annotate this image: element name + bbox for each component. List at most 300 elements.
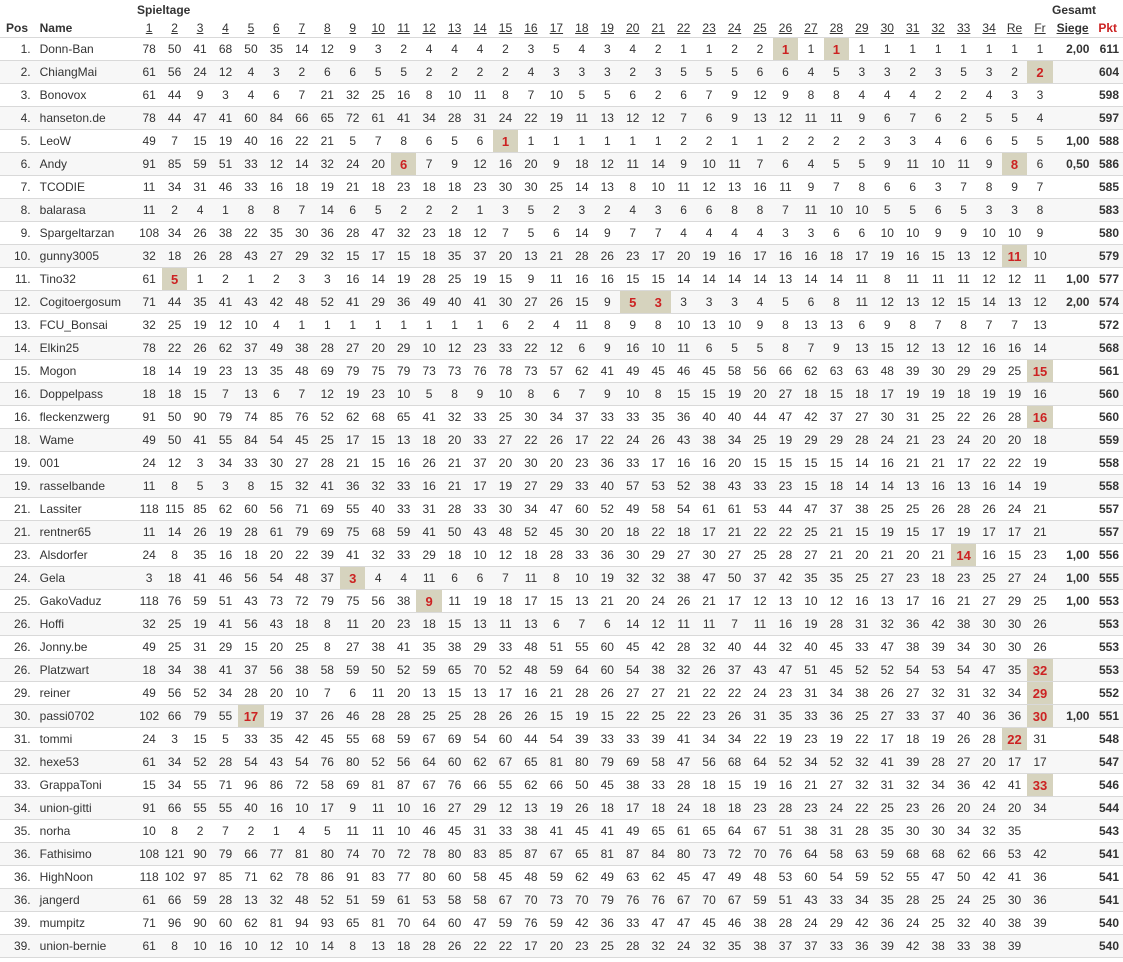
day-header-9[interactable]: 9 [349, 20, 357, 35]
day-cell: 46 [340, 705, 365, 728]
day-cell: 43 [467, 521, 492, 544]
points-cell: 556 [1092, 544, 1123, 567]
day-cell: 11 [340, 820, 365, 843]
day-cell: 17 [493, 682, 518, 705]
day-cell: 29 [544, 475, 569, 498]
day-cell: 11 [518, 567, 543, 590]
day-cell: 81 [544, 751, 569, 774]
day-cell: 41 [340, 291, 365, 314]
day-cell: 12 [620, 107, 645, 130]
day-cell: 10 [289, 797, 314, 820]
day-cell: 23 [773, 475, 798, 498]
day-cell: 35 [264, 728, 289, 751]
day-cell: 67 [493, 751, 518, 774]
day-cell: 24 [136, 452, 161, 475]
day-cell: 33 [238, 176, 263, 199]
day-cell: 62 [645, 866, 670, 889]
table-row [0, 728, 1123, 751]
day-cell: 51 [773, 889, 798, 912]
day-cell: 23 [391, 613, 416, 636]
day-cell: 6 [544, 613, 569, 636]
day-cell: 25 [1002, 360, 1027, 383]
day-cell: 37 [238, 337, 263, 360]
day-cell: 62 [213, 337, 238, 360]
day-cell: 41 [467, 291, 492, 314]
day-cell: 24 [671, 935, 696, 958]
day-header-29[interactable]: 29 [855, 20, 869, 35]
row-position: 6. [0, 153, 37, 176]
day-cell: 80 [442, 843, 467, 866]
table-row [0, 337, 1123, 360]
day-cell: 17 [976, 521, 1001, 544]
day-header-2[interactable]: 2 [171, 20, 178, 35]
day-cell: 18 [824, 475, 849, 498]
day-cell: 2 [925, 84, 950, 107]
day-cell: 3 [518, 38, 543, 61]
day-cell: 4 [518, 61, 543, 84]
day-cell: 25 [925, 912, 950, 935]
day-cell: 6 [315, 61, 340, 84]
day-cell: 8 [773, 314, 798, 337]
day-cell: 39 [1027, 912, 1052, 935]
day-cell: 16 [875, 452, 900, 475]
day-header-32[interactable]: 32 [931, 20, 945, 35]
day-header-34[interactable]: 34 [982, 20, 996, 35]
day-header-21[interactable]: 21 [651, 20, 665, 35]
day-cell: 7 [1027, 176, 1052, 199]
day-cell: 2 [238, 820, 263, 843]
points-cell: 585 [1092, 176, 1123, 199]
day-cell: 5 [1002, 107, 1027, 130]
day-cell: 27 [798, 544, 823, 567]
day-cell: 45 [442, 820, 467, 843]
day-cell: 31 [875, 774, 900, 797]
day-cell: 65 [518, 751, 543, 774]
day-cell: 20 [391, 682, 416, 705]
day-cell: 2 [416, 61, 441, 84]
day-cell: 13 [1027, 314, 1052, 337]
day-cell: 32 [976, 682, 1001, 705]
player-name: Lassiter [37, 498, 137, 521]
day-cell: 2 [289, 61, 314, 84]
best-day-cell: 9 [416, 590, 441, 613]
day-cell: 19 [213, 521, 238, 544]
day-cell: 29 [798, 429, 823, 452]
day-cell: 25 [544, 176, 569, 199]
points-cell: 558 [1092, 452, 1123, 475]
day-cell: 10 [391, 820, 416, 843]
wins-cell [1053, 751, 1093, 774]
day-header-33[interactable]: 33 [956, 20, 971, 35]
day-cell: 15 [493, 268, 518, 291]
day-cell: 51 [213, 590, 238, 613]
day-cell: 3 [162, 728, 187, 751]
day-cell: 27 [518, 475, 543, 498]
day-cell: 47 [467, 912, 492, 935]
day-header-25[interactable]: 25 [753, 20, 767, 35]
day-cell: 41 [391, 107, 416, 130]
day-cell: 50 [238, 38, 263, 61]
day-cell: 14 [162, 360, 187, 383]
day-header-13[interactable]: 13 [447, 20, 462, 35]
day-cell: 28 [925, 751, 950, 774]
day-cell: 26 [569, 797, 594, 820]
day-cell: 44 [162, 84, 187, 107]
day-cell: 33 [595, 406, 620, 429]
day-cell: 18 [824, 245, 849, 268]
day-cell: 38 [1002, 912, 1027, 935]
day-cell: 32 [365, 544, 390, 567]
day-cell: 4 [1027, 107, 1052, 130]
day-header-5[interactable]: 5 [247, 20, 255, 35]
day-cell: 5 [722, 61, 747, 84]
day-cell: 6 [1027, 153, 1052, 176]
day-cell: 15 [442, 613, 467, 636]
day-header-12[interactable]: 12 [422, 20, 436, 35]
day-cell: 18 [162, 383, 187, 406]
day-cell: 33 [569, 475, 594, 498]
day-cell: 28 [315, 337, 340, 360]
day-cell: 23 [798, 797, 823, 820]
day-cell: 32 [645, 567, 670, 590]
table-row [0, 291, 1123, 314]
row-position: 39. [0, 912, 37, 935]
day-cell: 28 [213, 245, 238, 268]
day-cell: 17 [696, 521, 721, 544]
day-cell: 29 [289, 245, 314, 268]
day-cell: 28 [773, 544, 798, 567]
day-cell: 1 [238, 268, 263, 291]
day-cell: 47 [773, 659, 798, 682]
day-header-10[interactable]: 10 [371, 20, 385, 35]
day-header-4[interactable]: 4 [222, 20, 229, 35]
day-cell: 45 [595, 774, 620, 797]
day-cell: 26 [493, 705, 518, 728]
day-header-18[interactable]: 18 [575, 20, 589, 35]
day-cell: 13 [824, 314, 849, 337]
day-cell: 20 [900, 544, 925, 567]
day-header-26[interactable]: 26 [778, 20, 793, 35]
day-cell: 79 [340, 360, 365, 383]
day-cell: 59 [493, 912, 518, 935]
day-cell: 32 [136, 245, 161, 268]
day-cell: 61 [264, 521, 289, 544]
day-header-15[interactable]: 15 [498, 20, 513, 35]
day-cell: 34 [162, 659, 187, 682]
day-header-30[interactable]: 30 [880, 20, 894, 35]
day-cell: 29 [467, 636, 492, 659]
best-day-cell: 3 [645, 291, 670, 314]
day-cell: 54 [671, 498, 696, 521]
day-cell: 42 [976, 866, 1001, 889]
row-position: 14. [0, 337, 37, 360]
day-cell: 63 [620, 866, 645, 889]
player-name: Fathisimo [37, 843, 137, 866]
day-cell: 60 [213, 912, 238, 935]
day-cell: 27 [620, 682, 645, 705]
day-cell: 48 [518, 636, 543, 659]
day-cell: 28 [315, 452, 340, 475]
day-cell: 9 [849, 107, 874, 130]
day-cell: 28 [416, 268, 441, 291]
day-cell: 38 [391, 590, 416, 613]
day-cell: 22 [722, 682, 747, 705]
day-header-16[interactable]: 16 [524, 20, 538, 35]
best-day-cell: 1 [824, 38, 849, 61]
day-header-1[interactable]: 1 [145, 20, 153, 35]
day-cell: 5 [518, 199, 543, 222]
day-header-17[interactable]: 17 [549, 20, 564, 35]
day-cell: 14 [289, 38, 314, 61]
row-position: 2. [0, 61, 37, 84]
wins-cell: 2,00 [1053, 291, 1093, 314]
day-cell: 24 [671, 797, 696, 820]
day-cell: 30 [518, 176, 543, 199]
day-cell: 58 [315, 774, 340, 797]
day-cell: 19 [798, 613, 823, 636]
day-cell: 13 [747, 107, 772, 130]
day-cell: 2 [518, 314, 543, 337]
day-cell: 6 [416, 130, 441, 153]
points-cell: 597 [1092, 107, 1123, 130]
row-position: 4. [0, 107, 37, 130]
day-cell: 5 [365, 61, 390, 84]
day-cell: 11 [824, 107, 849, 130]
day-cell: 97 [187, 866, 212, 889]
day-cell: 14 [849, 475, 874, 498]
day-cell: 54 [951, 659, 976, 682]
day-header-28[interactable]: 28 [829, 20, 844, 35]
day-cell: 35 [264, 38, 289, 61]
day-cell: 22 [518, 429, 543, 452]
day-cell: 81 [264, 912, 289, 935]
day-cell: 19 [976, 383, 1001, 406]
day-cell: 14 [696, 268, 721, 291]
day-cell: 33 [747, 475, 772, 498]
points-cell: 558 [1092, 475, 1123, 498]
day-cell: 72 [289, 590, 314, 613]
day-cell: 13 [238, 889, 263, 912]
row-position: 33. [0, 774, 37, 797]
best-day-cell: 14 [951, 544, 976, 567]
day-cell: 18 [238, 544, 263, 567]
day-cell: 43 [798, 889, 823, 912]
day-header-22[interactable]: 22 [676, 20, 691, 35]
row-position: 21. [0, 498, 37, 521]
day-cell: 15 [238, 636, 263, 659]
day-header-20[interactable]: 20 [626, 20, 640, 35]
player-name: passi0702 [37, 705, 137, 728]
day-cell: 6 [696, 337, 721, 360]
day-cell: 9 [1002, 176, 1027, 199]
day-cell: 6 [976, 130, 1001, 153]
day-cell: 35 [875, 820, 900, 843]
day-cell: 1 [213, 199, 238, 222]
day-cell: 29 [391, 337, 416, 360]
day-cell: 1 [798, 38, 823, 61]
day-cell: 49 [136, 636, 161, 659]
day-cell: 9 [976, 153, 1001, 176]
points-cell: 553 [1092, 613, 1123, 636]
day-cell: 14 [1002, 475, 1027, 498]
day-cell: 26 [696, 659, 721, 682]
day-cell: 23 [467, 176, 492, 199]
day-cell: 8 [1027, 199, 1052, 222]
day-cell: 2 [645, 38, 670, 61]
day-cell: 28 [442, 498, 467, 521]
day-cell: 78 [136, 107, 161, 130]
day-cell: 9 [1027, 222, 1052, 245]
day-cell: 21 [925, 452, 950, 475]
day-cell: 85 [187, 498, 212, 521]
day-cell: 28 [544, 544, 569, 567]
day-cell: 16 [747, 176, 772, 199]
day-cell: 32 [315, 245, 340, 268]
day-cell: 8 [238, 199, 263, 222]
day-header-27[interactable]: 27 [804, 20, 818, 35]
day-cell: 5 [213, 728, 238, 751]
day-cell: 23 [900, 797, 925, 820]
day-cell: 28 [467, 705, 492, 728]
day-cell: 1 [340, 314, 365, 337]
day-cell: 25 [315, 429, 340, 452]
day-cell: 30 [1002, 613, 1027, 636]
day-cell: 20 [365, 153, 390, 176]
day-cell: 44 [518, 728, 543, 751]
day-cell: 37 [747, 567, 772, 590]
row-position: 35. [0, 820, 37, 843]
day-cell: 75 [340, 521, 365, 544]
day-header-14[interactable]: 14 [473, 20, 487, 35]
day-cell: 19 [391, 268, 416, 291]
day-cell: 7 [569, 613, 594, 636]
day-header-8[interactable]: 8 [323, 20, 331, 35]
row-position: 30. [0, 705, 37, 728]
day-cell: 11 [136, 176, 161, 199]
day-cell: 40 [951, 705, 976, 728]
day-header-31[interactable]: 31 [906, 20, 920, 35]
day-cell: 68 [925, 843, 950, 866]
day-cell: 67 [747, 820, 772, 843]
day-cell: 79 [187, 705, 212, 728]
day-cell: 30 [976, 613, 1001, 636]
day-cell: 50 [162, 429, 187, 452]
day-cell: 72 [340, 107, 365, 130]
day-header-19[interactable]: 19 [600, 20, 614, 35]
table-row [0, 843, 1123, 866]
day-header-23[interactable]: 23 [702, 20, 716, 35]
day-cell: 19 [544, 797, 569, 820]
day-cell: 1 [1002, 38, 1027, 61]
day-cell: 91 [136, 406, 161, 429]
day-cell: 49 [136, 130, 161, 153]
day-cell: 85 [162, 153, 187, 176]
day-cell: 73 [416, 360, 441, 383]
day-cell: 30 [518, 452, 543, 475]
day-cell: 1 [595, 130, 620, 153]
day-cell: 1 [696, 38, 721, 61]
day-cell: 19 [1027, 452, 1052, 475]
siege-header[interactable]: Siege [1056, 20, 1089, 35]
points-cell: 548 [1092, 728, 1123, 751]
day-cell: 36 [900, 613, 925, 636]
day-cell: 22 [162, 337, 187, 360]
day-cell: 28 [238, 521, 263, 544]
day-cell: 26 [595, 682, 620, 705]
day-cell: 21 [900, 429, 925, 452]
day-header-3[interactable]: 3 [196, 20, 204, 35]
day-cell: 14 [1027, 337, 1052, 360]
day-cell: 16 [900, 245, 925, 268]
day-header-35[interactable]: Re [1006, 20, 1023, 35]
day-cell: 7 [289, 84, 314, 107]
day-cell: 26 [1027, 636, 1052, 659]
pkt-header: Pkt [1098, 20, 1118, 35]
day-cell: 38 [696, 475, 721, 498]
day-cell: 37 [722, 659, 747, 682]
day-header-6[interactable]: 6 [273, 20, 280, 35]
day-cell: 37 [467, 245, 492, 268]
day-cell: 8 [722, 199, 747, 222]
day-cell: 90 [187, 912, 212, 935]
wins-cell [1053, 452, 1093, 475]
day-cell: 32 [671, 659, 696, 682]
day-cell: 93 [315, 912, 340, 935]
day-cell: 25 [849, 705, 874, 728]
day-cell: 68 [365, 406, 390, 429]
day-cell: 10 [391, 383, 416, 406]
points-cell: 541 [1092, 866, 1123, 889]
points-cell: 557 [1092, 498, 1123, 521]
day-cell: 70 [518, 889, 543, 912]
day-cell: 12 [976, 268, 1001, 291]
day-cell: 15 [798, 452, 823, 475]
player-name: HighNoon [37, 866, 137, 889]
day-cell: 12 [442, 337, 467, 360]
day-cell: 24 [747, 682, 772, 705]
day-cell: 36 [824, 705, 849, 728]
day-cell: 3 [798, 222, 823, 245]
day-cell: 8 [315, 636, 340, 659]
day-header-7[interactable]: 7 [298, 20, 306, 35]
day-cell: 2 [951, 107, 976, 130]
day-cell: 1 [315, 314, 340, 337]
day-cell: 13 [900, 475, 925, 498]
day-cell: 7 [747, 153, 772, 176]
day-cell: 22 [849, 797, 874, 820]
day-cell: 4 [900, 84, 925, 107]
day-cell: 30 [976, 636, 1001, 659]
day-header-24[interactable]: 24 [727, 20, 742, 35]
row-position: 5. [0, 130, 37, 153]
day-cell: 18 [620, 521, 645, 544]
day-cell: 7 [1002, 314, 1027, 337]
day-header-11[interactable]: 11 [397, 20, 410, 35]
table-row [0, 61, 1123, 84]
day-cell: 33 [951, 935, 976, 958]
day-cell: 28 [213, 889, 238, 912]
day-cell: 60 [595, 636, 620, 659]
day-cell: 11 [696, 613, 721, 636]
day-cell: 39 [315, 544, 340, 567]
day-cell: 43 [671, 429, 696, 452]
day-cell: 34 [544, 406, 569, 429]
day-cell: 11 [365, 820, 390, 843]
day-header-36[interactable]: Fr [1034, 20, 1046, 35]
day-cell: 59 [187, 590, 212, 613]
day-cell: 21 [442, 452, 467, 475]
day-cell: 24 [951, 429, 976, 452]
